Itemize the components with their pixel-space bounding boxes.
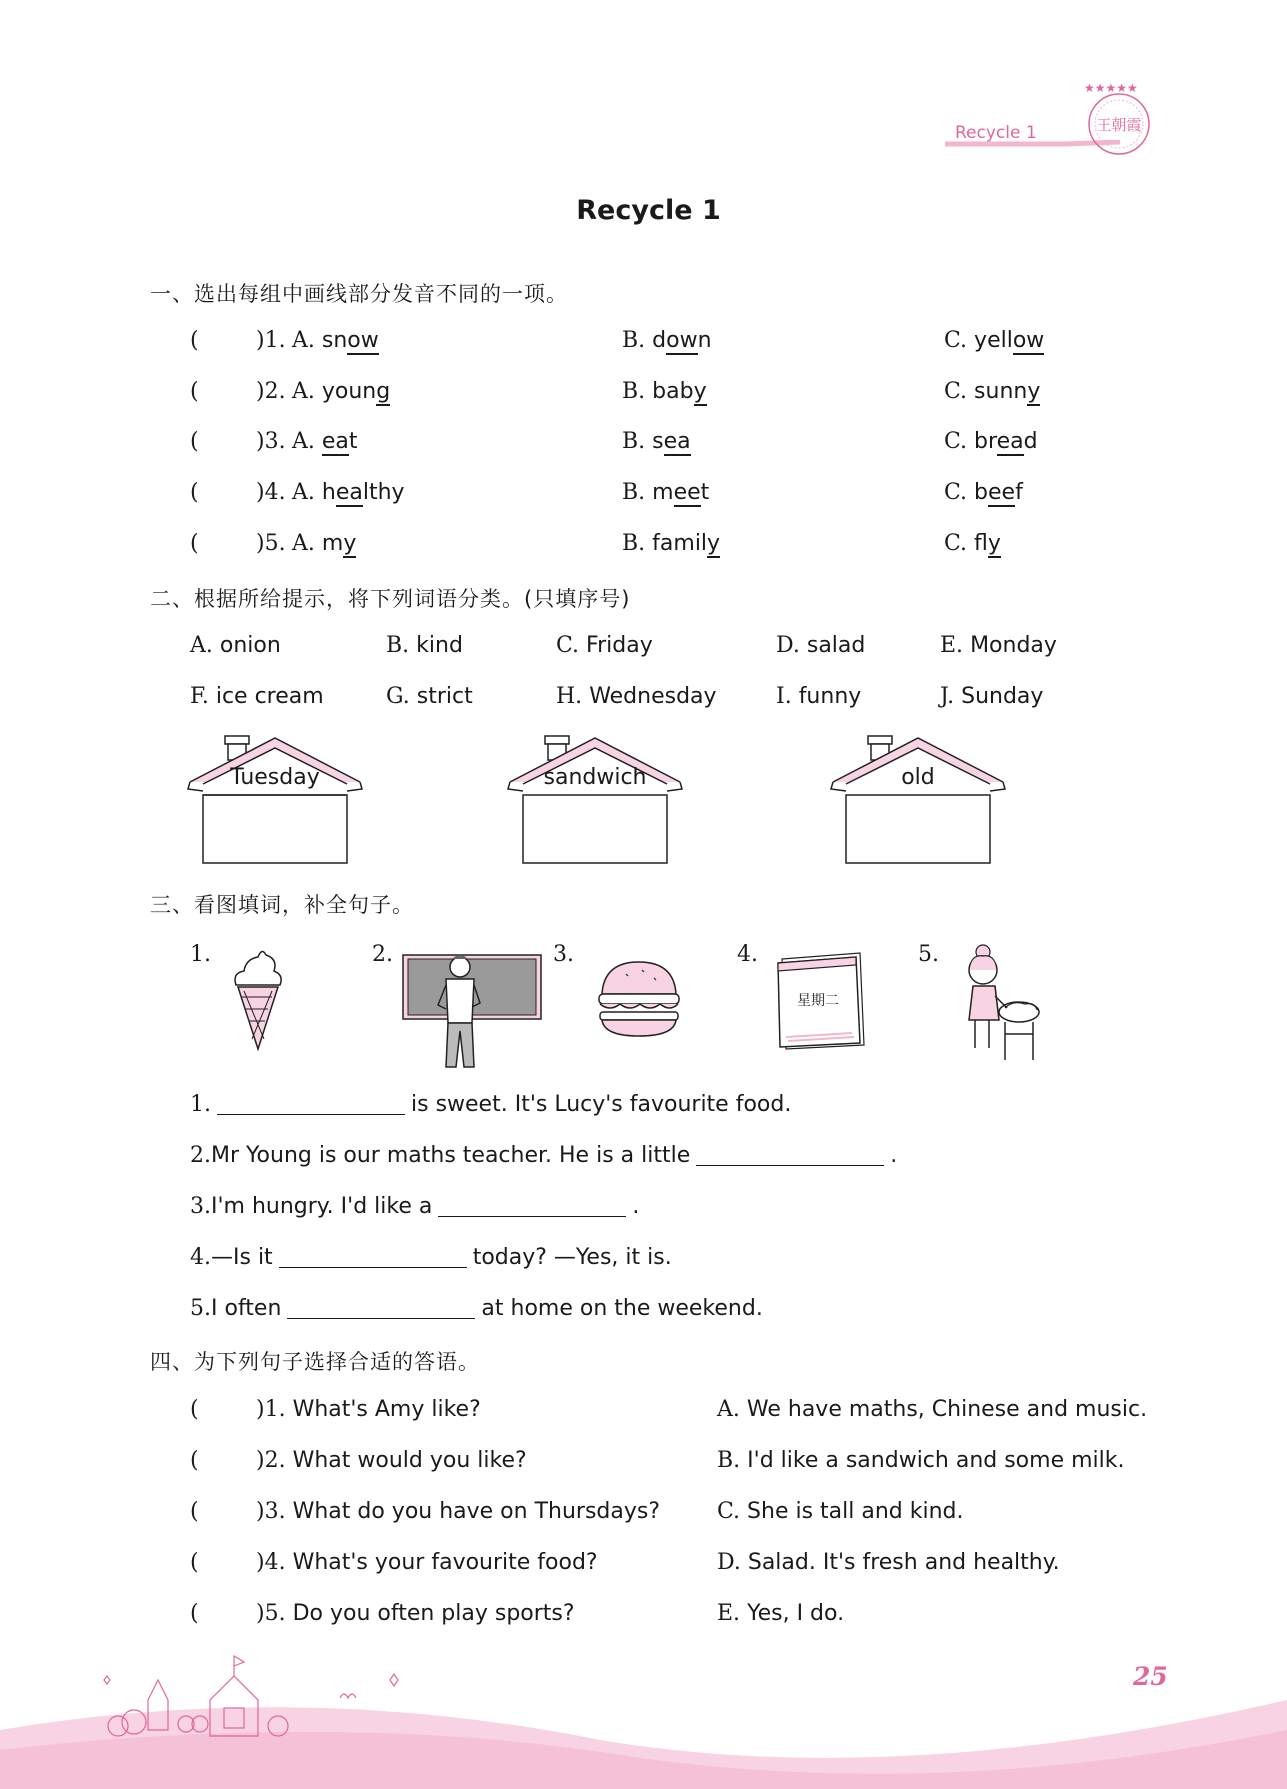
logo-text: 王朝霞 — [1096, 116, 1142, 134]
answer-option: B. I'd like a sandwich and some milk. — [717, 1448, 1125, 1473]
question-number: )4. — [256, 480, 286, 505]
word-option: D. salad — [776, 633, 866, 658]
answer-paren[interactable]: ( — [190, 531, 199, 556]
option-c[interactable]: C. sunny — [944, 379, 1041, 404]
picture-number-4: 4. — [737, 942, 758, 967]
question: )3. What do you have on Thursdays? — [256, 1499, 661, 1524]
fill-sentence: 1. is sweet. It's Lucy's favourite food. — [190, 1092, 792, 1117]
house-sandwich — [505, 732, 685, 865]
blank-input[interactable] — [696, 1143, 884, 1166]
underlined-letters: g — [376, 379, 391, 404]
option-c[interactable]: C. yellow — [944, 328, 1045, 353]
answer-paren[interactable]: ( — [190, 1550, 199, 1575]
word-option: G. strict — [386, 684, 473, 709]
picture-number-5: 5. — [918, 942, 939, 967]
option-b[interactable]: B. sea — [622, 429, 691, 454]
underlined-letters: y — [343, 531, 357, 556]
house-label-sandwich: sandwich — [543, 765, 647, 790]
fill-sentence: 3.I'm hungry. I'd like a . — [190, 1194, 640, 1219]
underlined-letters: y — [1027, 379, 1041, 404]
question: )5. Do you often play sports? — [256, 1601, 575, 1626]
ice-cream-icon — [228, 945, 288, 1053]
underlined-letters: ea — [663, 429, 691, 454]
house-tuesday — [185, 732, 365, 865]
answer-option: A. We have maths, Chinese and music. — [717, 1397, 1148, 1422]
underlined-letters: y — [987, 531, 1001, 556]
picture-number-2: 2. — [372, 942, 393, 967]
answer-paren[interactable]: ( — [190, 480, 199, 505]
fill-sentence: 2.Mr Young is our maths teacher. He is a little . — [190, 1143, 898, 1168]
answer-paren[interactable]: ( — [190, 379, 199, 404]
answer-option: D. Salad. It's fresh and healthy. — [717, 1550, 1060, 1575]
calendar-icon — [772, 945, 868, 1053]
house-old — [828, 732, 1008, 865]
picture-number-3: 3. — [553, 942, 574, 967]
girl-cooking-icon — [955, 942, 1045, 1066]
header-label: Recycle 1 — [955, 123, 1037, 143]
answer-paren[interactable]: ( — [190, 1397, 199, 1422]
option-b[interactable]: B. family — [622, 531, 721, 556]
underlined-letters: ea — [335, 480, 363, 505]
section2-heading: 二、根据所给提示，将下列词语分类。(只填序号) — [150, 587, 631, 611]
page-number: 25 — [1133, 1662, 1168, 1691]
bottom-wave-decoration — [0, 1640, 1287, 1789]
word-option: E. Monday — [940, 633, 1057, 658]
question: )1. What's Amy like? — [256, 1397, 481, 1422]
section1-heading: 一、选出每组中画线部分发音不同的一项。 — [150, 282, 568, 306]
underlined-letters: ee — [673, 480, 701, 505]
word-option: H. Wednesday — [556, 684, 717, 709]
option-b[interactable]: B. down — [622, 328, 712, 353]
section4-heading: 四、为下列句子选择合适的答语。 — [150, 1350, 480, 1374]
word-option: F. ice cream — [190, 684, 324, 709]
option-b[interactable]: B. baby — [622, 379, 707, 404]
blank-input[interactable] — [279, 1245, 467, 1268]
option-c[interactable]: C. fly — [944, 531, 1001, 556]
svg-text:★★★★★: ★★★★★ — [1084, 81, 1138, 95]
fill-sentence: 5.I often at home on the weekend. — [190, 1296, 763, 1321]
hamburger-icon — [596, 958, 682, 1040]
word-option: I. funny — [776, 684, 862, 709]
question-number: )1. — [256, 328, 286, 353]
underlined-letters: ea — [321, 429, 349, 454]
blank-input[interactable] — [217, 1092, 405, 1115]
section3-heading: 三、看图填词，补全句子。 — [150, 893, 414, 917]
question-number: )3. — [256, 429, 286, 454]
answer-paren[interactable]: ( — [190, 1448, 199, 1473]
word-option: A. onion — [190, 633, 281, 658]
word-option: C. Friday — [556, 633, 653, 658]
underlined-letters: ow — [666, 328, 698, 353]
house-label-tuesday: Tuesday — [230, 765, 320, 790]
underlined-letters: ow — [347, 328, 379, 353]
blank-input[interactable] — [438, 1194, 626, 1217]
option-c[interactable]: C. beef — [944, 480, 1023, 505]
question: )2. What would you like? — [256, 1448, 527, 1473]
underlined-letters: y — [693, 379, 707, 404]
question-number: )5. — [256, 531, 286, 556]
calendar-text: 星期二 — [797, 993, 839, 1009]
blank-input[interactable] — [287, 1296, 475, 1319]
answer-paren[interactable]: ( — [190, 429, 199, 454]
word-option: J. Sunday — [940, 684, 1044, 709]
option-c[interactable]: C. bread — [944, 429, 1038, 454]
teacher-blackboard-icon — [400, 945, 545, 1071]
underlined-letters: ee — [988, 480, 1016, 505]
answer-paren[interactable]: ( — [190, 1601, 199, 1626]
option-a[interactable]: A. snow — [292, 328, 379, 353]
question: )4. What's your favourite food? — [256, 1550, 598, 1575]
answer-option: C. She is tall and kind. — [717, 1499, 964, 1524]
page-title: Recycle 1 — [576, 195, 721, 226]
underlined-letters: ow — [1012, 328, 1045, 353]
logo-badge-icon — [1078, 78, 1160, 160]
word-option: B. kind — [386, 633, 463, 658]
option-a[interactable]: A. healthy — [292, 480, 405, 505]
question-number: )2. — [256, 379, 286, 404]
underlined-letters: ea — [996, 429, 1024, 454]
option-a[interactable]: A. my — [292, 531, 357, 556]
house-label-old: old — [901, 765, 935, 790]
underlined-letters: y — [707, 531, 721, 556]
answer-paren[interactable]: ( — [190, 1499, 199, 1524]
answer-option: E. Yes, I do. — [717, 1601, 845, 1626]
answer-paren[interactable]: ( — [190, 328, 199, 353]
option-a[interactable]: A. eat — [292, 429, 358, 454]
picture-number-1: 1. — [190, 942, 211, 967]
option-b[interactable]: B. meet — [622, 480, 710, 505]
option-a[interactable]: A. young — [292, 379, 391, 404]
fill-sentence: 4.—Is it today? —Yes, it is. — [190, 1245, 672, 1270]
